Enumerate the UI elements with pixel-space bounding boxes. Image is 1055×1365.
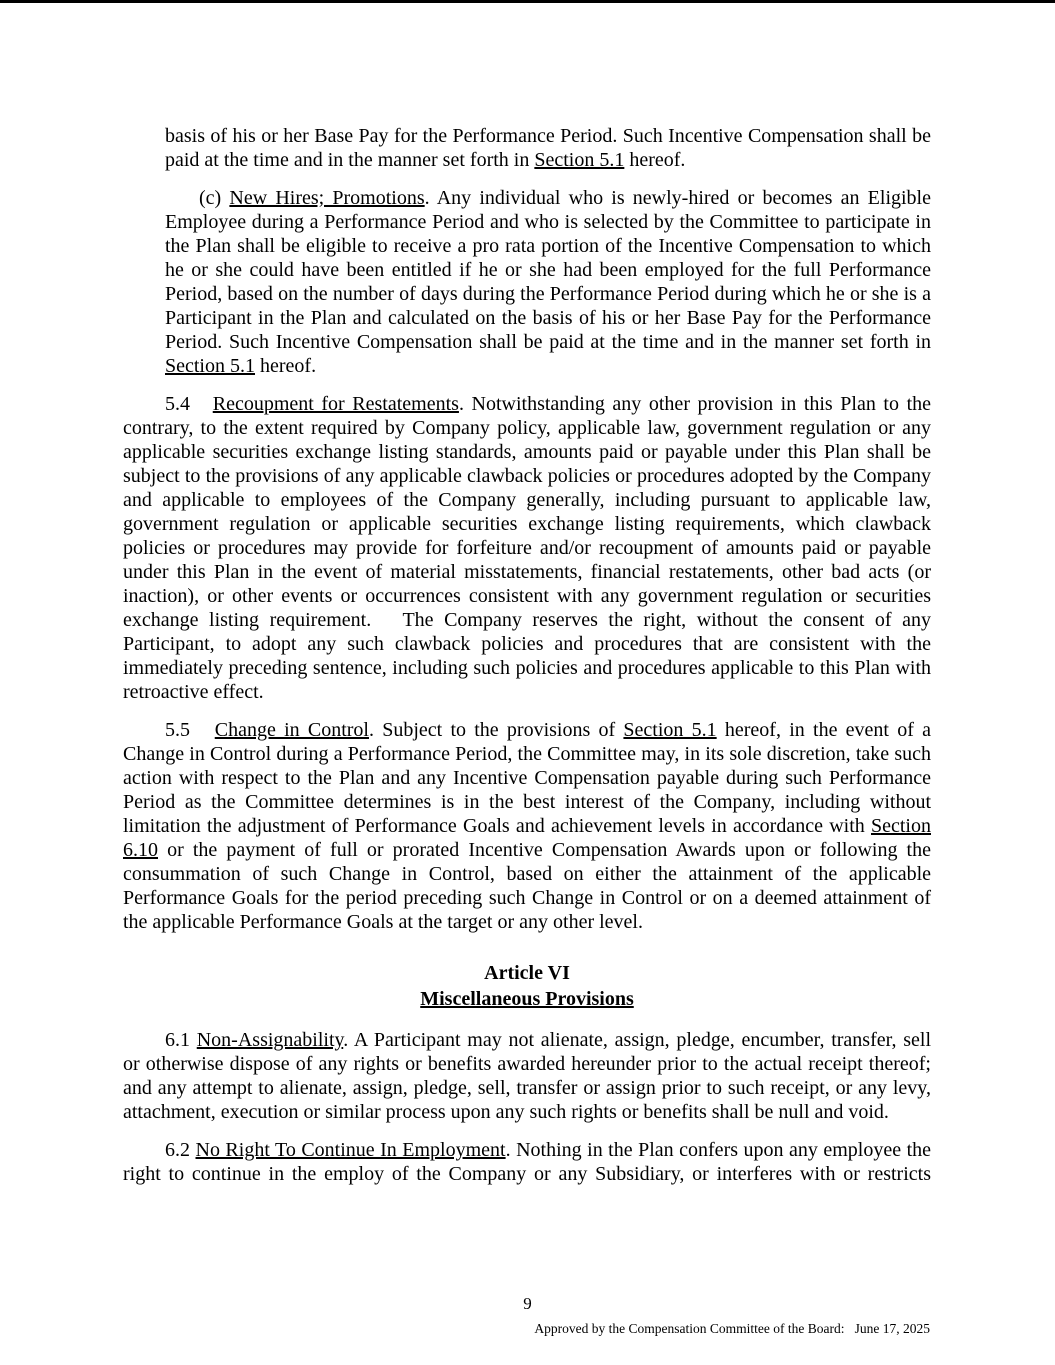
text-run: 6.2	[165, 1139, 196, 1161]
underlined-text: Section 6.10	[123, 815, 931, 861]
article-number: Article VI	[484, 962, 570, 984]
underlined-text: Change in Control	[214, 719, 369, 741]
article-heading	[123, 960, 931, 1012]
text-run: 5.5	[165, 719, 215, 741]
underlined-text: Section 5.1	[623, 719, 717, 741]
text-run: . Nothing in the Plan confers upon any employee the right to continue in the employ of the Company or any Subsidiary, or interferes with or restricts	[123, 1139, 932, 1185]
text-run: (c)	[199, 187, 230, 209]
page-top-border	[0, 0, 1055, 3]
paragraph-5-4-recoupment-for-restatements	[123, 392, 931, 704]
underlined-text: New Hires; Promotions	[229, 187, 425, 209]
text-run: basis of his or her Base Pay for the Performance Period. Such Incentive Compensation shall be paid at the time and in the manner set forth in	[165, 125, 931, 171]
paragraph-5-5-change-in-control	[123, 718, 931, 934]
paragraph-6-2-no-right-to-continue	[123, 1138, 931, 1186]
underlined-text: Section 5.1	[165, 355, 255, 377]
underlined-text: No Right To Continue In Employment	[195, 1139, 506, 1161]
text-run: . Any individual who is newly-hired or becomes an Eligible Employee during a Performance Period and who is selected by the Committee to participate in the Plan shall be eligible to receive a pro rata portion of the Incentive Compensation to which he or she could have been entitled if he or she had been employed for the full Performance Period, based on the number of days during the Performance Period during which he or she is a Participant in the Plan and calculated on the basis of his or her Base Pay for the Performance Period. Such Incentive Compensation shall be paid at the time and in the manner set forth in	[165, 187, 931, 353]
text-run: 5.4	[165, 393, 213, 415]
underlined-text: Recoupment for Restatements	[212, 393, 459, 415]
text-run: . Subject to the provisions of	[368, 719, 624, 741]
document-content	[123, 124, 931, 1200]
page-number: 9	[523, 1294, 532, 1313]
text-run: or the payment of full or prorated Incentive Compensation Awards upon or following the consummation of such Change in Control, based on either the attainment of the applicable Performance Goals for the period preceding such Change in Control or on a deemed attainment of the applicable Performance Goals at the target or any other level.	[123, 839, 931, 933]
paragraph-6-1-non-assignability	[123, 1028, 931, 1124]
text-run: . Notwithstanding any other provision in this Plan to the contrary, to the extent required by Company policy, applicable law, government regulation or any applicable securities exchange listing standards, amounts paid or payable under this Plan shall be subject to the provisions of any applicable clawback policies or procedures adopted by the Company and applicable to employees of the Company generally, including pursuant to applicable law, government regulation or applicable securities exchange listing requirements, which clawback policies or procedures may provide for forfeiture and/or recoupment of amounts paid or payable under this Plan in the event of material misstatements, financial restatements, other bad acts (or inaction), or other events or occurrences consistent with any government regulation or securities exchange listing requirement. The Company reserves the right, without the consent of any Participant, to adopt any such clawback policies and procedures that are consistent with the immediately preceding sentence, including such policies and procedures applicable to this Plan with retroactive effect.	[123, 393, 931, 703]
paragraph-continuation	[165, 124, 931, 172]
text-run: . A Participant may not alienate, assign, pledge, encumber, transfer, sell or otherwise dispose of any rights or benefits awarded hereunder prior to the actual receipt thereof; and any attempt to alienate, assign, pledge, sell, transfer or assign prior to such receipt, or any levy, attachment, execution or similar process upon any such rights or benefits shall be null and void.	[123, 1029, 931, 1123]
text-run: hereof.	[624, 149, 686, 171]
text-run: 6.1	[165, 1029, 197, 1051]
footer-approval-text: Approved by the Compensation Committee of the Board: June 17, 2025	[534, 1321, 930, 1336]
underlined-text: Non-Assignability	[196, 1029, 344, 1051]
text-run: hereof.	[255, 355, 317, 377]
paragraph-c-new-hires-promotions	[165, 186, 931, 378]
underlined-text: Section 5.1	[534, 149, 625, 171]
article-title: Miscellaneous Provisions	[420, 988, 634, 1010]
text-run: hereof, in the event of a Change in Control during a Performance Period, the Committee may, in its sole discretion, take such action with respect to the Plan and any Incentive Compensation payable during such Performance Period as the Committee determines is in the best interest of the Company, including without limitation the adjustment of Performance Goals and achievement levels in accordance with	[123, 719, 932, 837]
